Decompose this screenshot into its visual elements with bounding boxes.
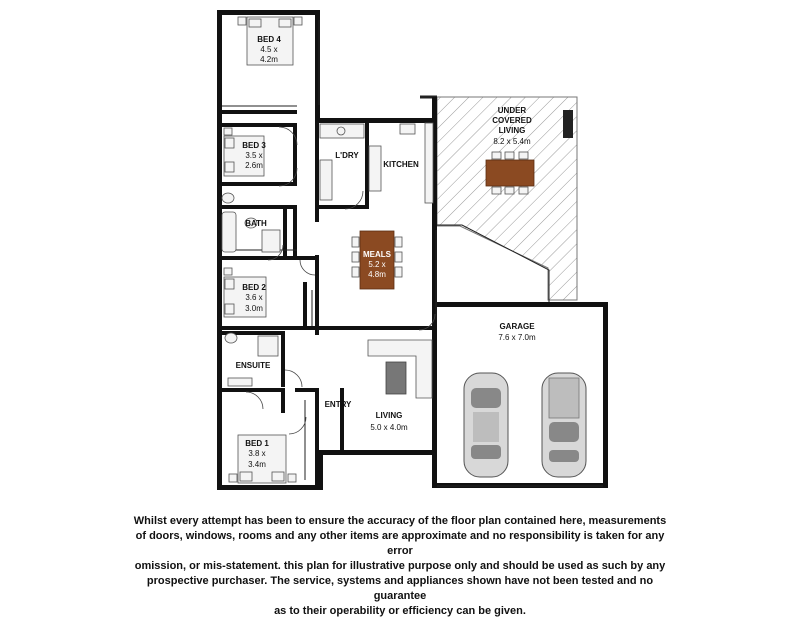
garage-size: 7.6 x 7.0m	[498, 333, 536, 342]
bed3-height: 2.6m	[245, 161, 263, 170]
covered-name-3: LIVING	[498, 126, 526, 135]
disclaimer-line-5: as to their operability or efficiency can be given.	[274, 605, 526, 617]
meals-height: 4.8m	[368, 270, 386, 279]
garage-car-right	[542, 373, 586, 477]
bed2-name: BED 2	[242, 283, 266, 292]
garage-name: GARAGE	[499, 322, 535, 331]
bed3-name: BED 3	[242, 141, 266, 150]
bed3-width: 3.5 x	[245, 151, 263, 160]
bed1-width: 3.8 x	[248, 449, 266, 458]
kitchen-name: KITCHEN	[383, 160, 419, 169]
door-swings	[246, 127, 435, 434]
disclaimer-line-3: omission, or mis-statement. this plan for illustrative purpose only and should be used as such by any	[134, 560, 666, 572]
garage-car-left	[464, 373, 508, 477]
meals-name: MEALS	[363, 250, 391, 259]
disclaimer-line-1: Whilst every attempt has been to ensure the accuracy of the floor plan contained here, measurements	[133, 515, 667, 527]
entry-name: ENTRY	[324, 400, 352, 409]
living-size: 5.0 x 4.0m	[370, 423, 408, 432]
bed4-name: BED 4	[257, 35, 281, 44]
bath-name: BATH	[245, 219, 267, 228]
disclaimer	[130, 514, 670, 619]
bed4-height: 4.2m	[260, 55, 278, 64]
ensuite-name: ENSUITE	[235, 361, 271, 370]
disclaimer-line-4: prospective purchaser. The service, systems and appliances shown have not been tested and no guarantee	[146, 575, 654, 602]
bed1-name: BED 1	[245, 439, 269, 448]
bed4-width: 4.5 x	[260, 45, 278, 54]
covered-size: 8.2 x 5.4m	[493, 137, 531, 146]
bed2-width: 3.6 x	[245, 293, 263, 302]
covered-name-2: COVERED	[492, 116, 532, 125]
covered-name-1: UNDER	[497, 106, 527, 115]
meals-width: 5.2 x	[368, 260, 386, 269]
disclaimer-line-2: of doors, windows, rooms and any other items are approximate and no responsibility is taken for any error	[135, 530, 665, 557]
bed1-height: 3.4m	[248, 460, 266, 469]
living-sofa	[368, 340, 432, 398]
laundry-name: L'DRY	[335, 151, 359, 160]
living-name: LIVING	[375, 411, 403, 420]
bed2-height: 3.0m	[245, 304, 263, 313]
